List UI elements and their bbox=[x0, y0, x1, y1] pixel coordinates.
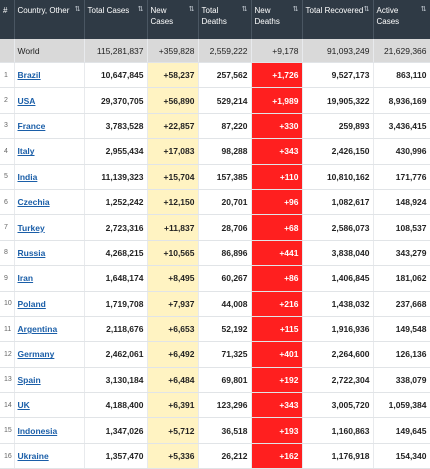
country-cell bbox=[14, 240, 84, 265]
world-new-deaths-cell: +9,178 bbox=[251, 39, 302, 63]
active-cases-cell: 237,668 bbox=[373, 291, 430, 316]
new-cases-cell: +8,495 bbox=[147, 266, 198, 291]
header-new-cases-label: New Cases bbox=[150, 6, 174, 26]
new-cases-cell: +17,083 bbox=[147, 139, 198, 164]
new-cases-cell: +22,857 bbox=[147, 113, 198, 138]
total-recovered-cell: 3,838,040 bbox=[302, 240, 373, 265]
country-cell bbox=[14, 443, 84, 468]
new-cases-cell: +6,653 bbox=[147, 316, 198, 341]
active-cases-cell: 8,936,169 bbox=[373, 88, 430, 113]
country-link[interactable]: Poland bbox=[17, 298, 46, 309]
new-cases-cell: +12,150 bbox=[147, 189, 198, 214]
total-cases-cell: 1,648,174 bbox=[84, 266, 147, 291]
total-cases-cell: 11,139,323 bbox=[84, 164, 147, 189]
table-row bbox=[0, 215, 430, 240]
table-row bbox=[0, 316, 430, 341]
row-index-cell: 4 bbox=[0, 139, 14, 164]
total-recovered-cell: 1,176,918 bbox=[302, 443, 373, 468]
row-index-cell: 3 bbox=[0, 113, 14, 138]
row-index-cell: 13 bbox=[0, 367, 14, 392]
country-link[interactable]: Ukraine bbox=[17, 451, 49, 462]
active-cases-cell: 863,110 bbox=[373, 63, 430, 88]
total-deaths-cell: 60,267 bbox=[198, 266, 251, 291]
new-deaths-cell: +401 bbox=[251, 342, 302, 367]
active-cases-cell: 149,645 bbox=[373, 418, 430, 443]
total-deaths-cell: 98,288 bbox=[198, 139, 251, 164]
country-cell bbox=[14, 291, 84, 316]
total-cases-cell: 4,188,400 bbox=[84, 393, 147, 418]
table-row bbox=[0, 291, 430, 316]
total-recovered-cell: 3,005,720 bbox=[302, 393, 373, 418]
header-total-cases-label: Total Cases bbox=[87, 6, 130, 15]
country-link[interactable]: Russia bbox=[17, 247, 46, 258]
country-cell bbox=[14, 139, 84, 164]
total-deaths-cell: 44,008 bbox=[198, 291, 251, 316]
new-cases-cell: +5,712 bbox=[147, 418, 198, 443]
new-cases-cell: +6,484 bbox=[147, 367, 198, 392]
total-recovered-cell: 19,905,322 bbox=[302, 88, 373, 113]
total-recovered-cell: 9,527,173 bbox=[302, 63, 373, 88]
row-index-cell: 10 bbox=[0, 291, 14, 316]
country-cell bbox=[14, 215, 84, 240]
country-cell bbox=[14, 164, 84, 189]
sort-arrows-icon[interactable]: ⇅ bbox=[137, 6, 144, 13]
active-cases-cell: 154,340 bbox=[373, 443, 430, 468]
new-cases-cell: +15,704 bbox=[147, 164, 198, 189]
country-cell bbox=[14, 418, 84, 443]
total-deaths-cell: 20,701 bbox=[198, 189, 251, 214]
world-total-recovered-cell: 91,093,249 bbox=[302, 39, 373, 63]
total-deaths-cell: 87,220 bbox=[198, 113, 251, 138]
country-cell bbox=[14, 88, 84, 113]
country-link[interactable]: Iran bbox=[17, 273, 34, 284]
country-link[interactable]: Germany bbox=[17, 349, 55, 360]
new-cases-cell: +11,837 bbox=[147, 215, 198, 240]
new-cases-cell: +6,391 bbox=[147, 393, 198, 418]
new-cases-cell: +56,890 bbox=[147, 88, 198, 113]
world-country-cell: World bbox=[14, 39, 84, 63]
new-cases-cell: +10,565 bbox=[147, 240, 198, 265]
total-deaths-cell: 123,296 bbox=[198, 393, 251, 418]
header-total-recovered-label: Total Recovered bbox=[305, 6, 364, 15]
new-deaths-cell: +162 bbox=[251, 443, 302, 468]
row-index-cell: 9 bbox=[0, 266, 14, 291]
active-cases-cell: 338,079 bbox=[373, 367, 430, 392]
total-deaths-cell: 26,212 bbox=[198, 443, 251, 468]
row-index-cell: 11 bbox=[0, 316, 14, 341]
world-total-row bbox=[0, 39, 430, 63]
table-row bbox=[0, 266, 430, 291]
total-cases-cell: 2,118,676 bbox=[84, 316, 147, 341]
new-deaths-cell: +110 bbox=[251, 164, 302, 189]
sort-arrows-icon[interactable]: ⇅ bbox=[188, 6, 195, 13]
country-link[interactable]: Czechia bbox=[17, 197, 50, 208]
row-index-cell: 14 bbox=[0, 393, 14, 418]
table-header-row bbox=[0, 0, 430, 39]
world-active-cases-cell: 21,629,366 bbox=[373, 39, 430, 63]
row-index-cell: 12 bbox=[0, 342, 14, 367]
table-row bbox=[0, 393, 430, 418]
row-index-cell: 1 bbox=[0, 63, 14, 88]
header-total-deaths-label: Total Deaths bbox=[201, 6, 227, 26]
country-link[interactable]: Spain bbox=[17, 374, 41, 385]
table-row bbox=[0, 113, 430, 138]
sort-arrows-icon[interactable]: ⇅ bbox=[241, 6, 248, 13]
header-new-cases[interactable] bbox=[147, 0, 198, 39]
new-cases-cell: +6,492 bbox=[147, 342, 198, 367]
country-link[interactable]: USA bbox=[17, 95, 36, 106]
table-row bbox=[0, 342, 430, 367]
sort-arrows-icon[interactable]: ⇅ bbox=[292, 6, 299, 13]
new-deaths-cell: +68 bbox=[251, 215, 302, 240]
table-row bbox=[0, 443, 430, 468]
country-link[interactable]: Argentina bbox=[17, 324, 58, 335]
total-recovered-cell: 1,438,032 bbox=[302, 291, 373, 316]
country-cell bbox=[14, 367, 84, 392]
header-active-cases-label: Active Cases bbox=[376, 6, 400, 26]
country-cell bbox=[14, 342, 84, 367]
total-recovered-cell: 2,264,600 bbox=[302, 342, 373, 367]
total-cases-cell: 10,647,845 bbox=[84, 63, 147, 88]
total-recovered-cell: 1,406,845 bbox=[302, 266, 373, 291]
sort-arrows-icon[interactable]: ⇅ bbox=[74, 6, 81, 13]
total-cases-cell: 1,347,026 bbox=[84, 418, 147, 443]
header-index-label: # bbox=[3, 6, 8, 15]
world-index-cell bbox=[0, 39, 14, 63]
active-cases-cell: 1,059,384 bbox=[373, 393, 430, 418]
active-cases-cell: 126,136 bbox=[373, 342, 430, 367]
table-row bbox=[0, 189, 430, 214]
country-cell bbox=[14, 316, 84, 341]
country-cell bbox=[14, 63, 84, 88]
total-deaths-cell: 529,214 bbox=[198, 88, 251, 113]
table-row bbox=[0, 418, 430, 443]
world-new-cases-cell: +359,828 bbox=[147, 39, 198, 63]
active-cases-cell: 181,062 bbox=[373, 266, 430, 291]
total-deaths-cell: 36,518 bbox=[198, 418, 251, 443]
country-link[interactable]: Turkey bbox=[17, 222, 45, 233]
total-recovered-cell: 2,586,073 bbox=[302, 215, 373, 240]
active-cases-cell: 430,996 bbox=[373, 139, 430, 164]
country-link[interactable]: India bbox=[17, 171, 38, 182]
country-cell bbox=[14, 189, 84, 214]
row-index-cell: 8 bbox=[0, 240, 14, 265]
country-cell bbox=[14, 393, 84, 418]
total-cases-cell: 2,955,434 bbox=[84, 139, 147, 164]
total-cases-cell: 1,719,708 bbox=[84, 291, 147, 316]
total-recovered-cell: 2,426,150 bbox=[302, 139, 373, 164]
table-row bbox=[0, 367, 430, 392]
new-cases-cell: +58,237 bbox=[147, 63, 198, 88]
total-deaths-cell: 71,325 bbox=[198, 342, 251, 367]
new-deaths-cell: +1,726 bbox=[251, 63, 302, 88]
country-link[interactable]: UK bbox=[17, 400, 30, 411]
header-total-cases[interactable] bbox=[84, 0, 147, 39]
active-cases-cell: 3,436,415 bbox=[373, 113, 430, 138]
new-deaths-cell: +86 bbox=[251, 266, 302, 291]
header-index[interactable] bbox=[0, 0, 14, 39]
total-deaths-cell: 52,192 bbox=[198, 316, 251, 341]
header-active-cases[interactable] bbox=[373, 0, 430, 39]
table-row bbox=[0, 240, 430, 265]
total-deaths-cell: 157,385 bbox=[198, 164, 251, 189]
new-cases-cell: +5,336 bbox=[147, 443, 198, 468]
active-cases-cell: 108,537 bbox=[373, 215, 430, 240]
new-cases-cell: +7,937 bbox=[147, 291, 198, 316]
country-cell bbox=[14, 266, 84, 291]
new-deaths-cell: +115 bbox=[251, 316, 302, 341]
total-cases-cell: 4,268,215 bbox=[84, 240, 147, 265]
total-recovered-cell: 259,893 bbox=[302, 113, 373, 138]
row-index-cell: 7 bbox=[0, 215, 14, 240]
total-deaths-cell: 257,562 bbox=[198, 63, 251, 88]
row-index-cell: 6 bbox=[0, 189, 14, 214]
total-cases-cell: 1,357,470 bbox=[84, 443, 147, 468]
header-total-deaths[interactable] bbox=[198, 0, 251, 39]
header-new-deaths-label: New Deaths bbox=[254, 6, 280, 26]
total-cases-cell: 2,723,316 bbox=[84, 215, 147, 240]
new-deaths-cell: +192 bbox=[251, 367, 302, 392]
country-link[interactable]: Italy bbox=[17, 146, 35, 157]
row-index-cell: 2 bbox=[0, 88, 14, 113]
total-recovered-cell: 1,082,617 bbox=[302, 189, 373, 214]
country-cell bbox=[14, 113, 84, 138]
sort-arrows-icon[interactable]: ⇅ bbox=[363, 6, 370, 13]
new-deaths-cell: +1,989 bbox=[251, 88, 302, 113]
total-recovered-cell: 10,810,162 bbox=[302, 164, 373, 189]
table-row bbox=[0, 139, 430, 164]
row-index-cell: 15 bbox=[0, 418, 14, 443]
total-cases-cell: 2,462,061 bbox=[84, 342, 147, 367]
total-cases-cell: 3,783,528 bbox=[84, 113, 147, 138]
total-deaths-cell: 86,896 bbox=[198, 240, 251, 265]
world-total-deaths-cell: 2,559,222 bbox=[198, 39, 251, 63]
new-deaths-cell: +343 bbox=[251, 139, 302, 164]
row-index-cell: 5 bbox=[0, 164, 14, 189]
active-cases-cell: 171,776 bbox=[373, 164, 430, 189]
world-total-cases-cell: 115,281,837 bbox=[84, 39, 147, 63]
table-row bbox=[0, 88, 430, 113]
new-deaths-cell: +343 bbox=[251, 393, 302, 418]
new-deaths-cell: +216 bbox=[251, 291, 302, 316]
table-row bbox=[0, 63, 430, 88]
new-deaths-cell: +96 bbox=[251, 189, 302, 214]
total-deaths-cell: 28,706 bbox=[198, 215, 251, 240]
total-deaths-cell: 69,801 bbox=[198, 367, 251, 392]
header-country[interactable] bbox=[14, 0, 84, 39]
country-link[interactable]: France bbox=[17, 120, 46, 131]
total-cases-cell: 29,370,705 bbox=[84, 88, 147, 113]
total-cases-cell: 1,252,242 bbox=[84, 189, 147, 214]
total-cases-cell: 3,130,184 bbox=[84, 367, 147, 392]
table-row bbox=[0, 164, 430, 189]
header-total-recovered[interactable] bbox=[302, 0, 373, 39]
new-deaths-cell: +193 bbox=[251, 418, 302, 443]
total-recovered-cell: 1,916,936 bbox=[302, 316, 373, 341]
country-link[interactable]: Indonesia bbox=[17, 425, 58, 436]
sort-arrows-icon[interactable]: ⇅ bbox=[420, 6, 427, 13]
total-recovered-cell: 2,722,304 bbox=[302, 367, 373, 392]
header-country-label: Country, Other bbox=[17, 6, 70, 15]
active-cases-cell: 148,924 bbox=[373, 189, 430, 214]
new-deaths-cell: +330 bbox=[251, 113, 302, 138]
row-index-cell: 16 bbox=[0, 443, 14, 468]
header-new-deaths[interactable] bbox=[251, 0, 302, 39]
country-link[interactable]: Brazil bbox=[17, 70, 41, 81]
total-recovered-cell: 1,160,863 bbox=[302, 418, 373, 443]
active-cases-cell: 343,279 bbox=[373, 240, 430, 265]
active-cases-cell: 149,548 bbox=[373, 316, 430, 341]
new-deaths-cell: +441 bbox=[251, 240, 302, 265]
